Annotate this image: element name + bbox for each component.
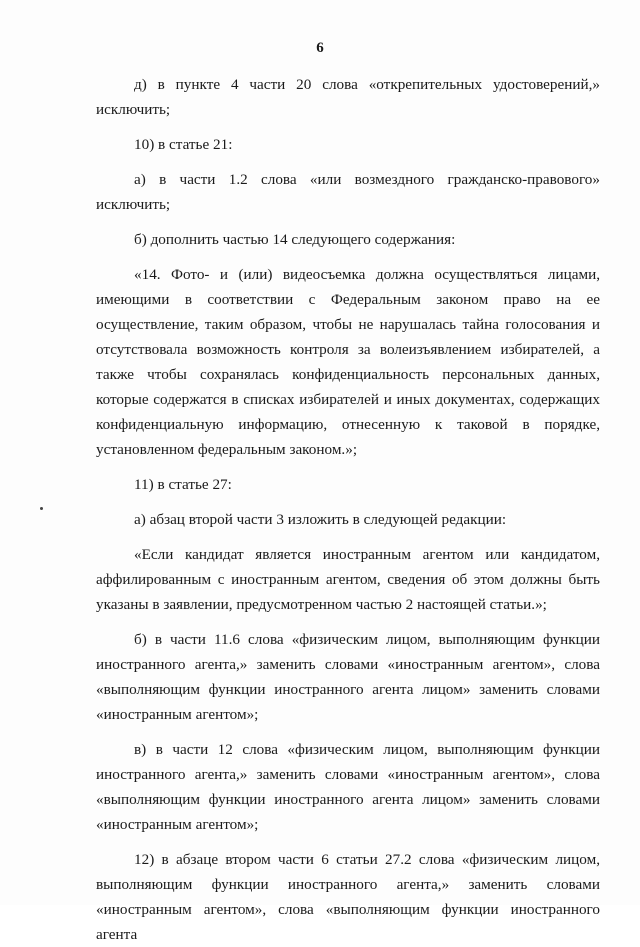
paragraph: б) в части 11.6 слова «физическим лицом, выполняющим функции иностранного агента,» заменить словами «иностранным агентом», слова «выполняющим функции иностранного агента лицом» заменить словами «иностранным агентом»; [96, 631, 600, 723]
paragraph: «14. Фото- и (или) видеосъемка должна осуществляться лицами, имеющими в соответствии с Федеральным законом право на ее осуществление, таким образом, чтобы не нарушалась тайна голосования и отсутствовала возможность контроля за волеизъявлением избирателей, а также чтобы сохранялась конфиденциальность персональных данных, которые содержатся в списках избирателей и иных документах, содержащих конфиденциальную информацию, отнесенную к таковой в порядке, установленном федеральным законом.»; [96, 266, 600, 458]
document-body [96, 72, 600, 947]
paragraph: а) в части 1.2 слова «или возмездного гражданско-правового» исключить; [96, 171, 600, 213]
paragraph: а) абзац второй части 3 изложить в следующей редакции: [134, 511, 507, 528]
scan-speck [40, 507, 43, 510]
paragraph: «Если кандидат является иностранным агентом или кандидатом, аффилированным с иностранным агентом, сведения об этом должны быть указаны в заявлении, предусмотренном частью 2 настоящей статьи.»; [96, 546, 600, 613]
page-number: 6 [316, 40, 324, 56]
paragraph: 10) в статье 21: [134, 136, 233, 153]
paragraph: в) в части 12 слова «физическим лицом, выполняющим функции иностранного агента,» заменить словами «иностранным агентом», слова «выполняющим функции иностранного агента лицом» заменить словами «иностранным агентом»; [96, 741, 600, 833]
paragraph: д) в пункте 4 части 20 слова «открепительных удостоверений,» исключить; [96, 76, 600, 118]
paragraph: б) дополнить частью 14 следующего содержания: [134, 231, 456, 248]
paragraph: 12) в абзаце втором части 6 статьи 27.2 слова «физическим лицом, выполняющим функции иностранного агента,» заменить словами «иностранным агентом», слова «выполняющим функции иностранного агента [96, 851, 600, 943]
paragraph: 11) в статье 27: [134, 476, 232, 493]
